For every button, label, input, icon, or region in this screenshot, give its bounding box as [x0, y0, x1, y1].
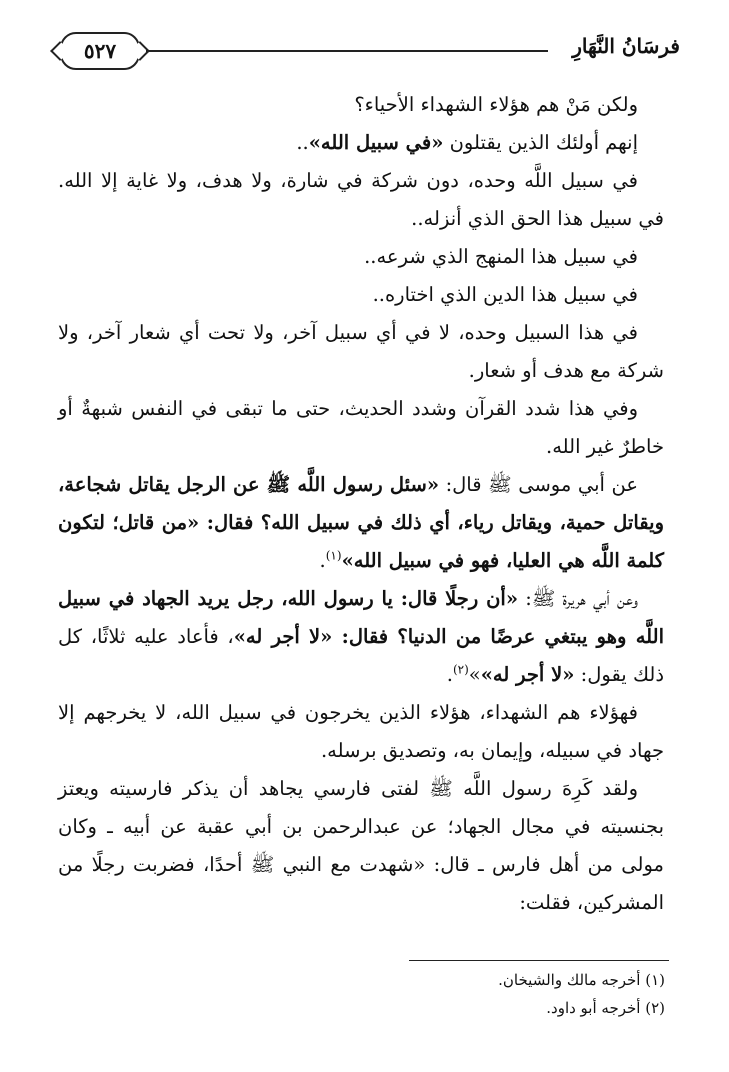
- footnotes: [65, 966, 665, 1022]
- paragraph-9: [58, 580, 664, 694]
- paragraph-6: في هذا السبيل وحده، لا في أي سبيل آخر، ولا تحت أي شعار آخر، ولا شركة مع هدف أو شعار.: [58, 321, 664, 382]
- paragraph-2-quote: «في سبيل الله»: [308, 131, 444, 154]
- paragraph-7: وفي هذا شدد القرآن وشدد الحديث، حتى ما تبقى في النفس شبهةٌ أو خاطرٌ غير الله.: [58, 397, 664, 458]
- paragraph-9-end: .: [446, 663, 453, 686]
- page-number: ٥٢٧: [60, 32, 140, 70]
- header-rule: [146, 50, 548, 52]
- paragraph-4: في سبيل هذا المنهج الذي شرعه..: [364, 245, 638, 268]
- footnote-2: (٢) أخرجه أبو داود.: [546, 999, 665, 1017]
- paragraph-11: ولقد كَرِهَ رسول اللَّه ﷺ لفتى فارسي يجاهد أن يذكر فارسيته ويعتز بجنسيته في مجال الجهاد؛ عن عبدالرحمن بن أبي عقبة عن أبيه ـ وكان مولى من أهل فارس ـ قال: «شهدت مع النبي ﷺ أحدًا، فضربت رجلًا من المشركين، فقلت:: [58, 777, 664, 914]
- paragraph-9-intro: وعن أبي هريرة ﷺ:: [518, 587, 639, 610]
- paragraph-9-quote: «لا أجر له»: [480, 663, 575, 686]
- footnote-1: (١) أخرجه مالك والشيخان.: [498, 971, 665, 989]
- running-title: فرسَانُ النَّهَارِ: [572, 34, 680, 58]
- paragraph-5: في سبيل هذا الدين الذي اختاره..: [372, 283, 638, 306]
- body-text: [58, 86, 664, 922]
- paragraph-9-middle: ، فأعاد عليه ثلاثًا، كل ذلك يقول:: [58, 625, 664, 686]
- paragraph-2: [58, 124, 664, 162]
- footnote-ref-1[interactable]: (١): [325, 548, 342, 563]
- paragraph-8-intro: عن أبي موسى ﷺ قال:: [439, 473, 638, 496]
- paragraph-2-text: إنهم أولئك الذين يقتلون: [443, 131, 638, 154]
- paragraph-10: فهؤلاء هم الشهداء، هؤلاء الذين يخرجون في سبيل الله، لا يخرجهم إلا جهاد في سبيله، وإيمان به، وتصديق برسله.: [58, 701, 664, 762]
- paragraph-1: ولكن مَنْ هم هؤلاء الشهداء الأحياء؟: [354, 93, 638, 116]
- paragraph-2-end: ..: [296, 131, 309, 154]
- page-header: [60, 28, 680, 72]
- paragraph-8: [58, 466, 664, 580]
- footnote-ref-2[interactable]: (٢): [452, 662, 469, 677]
- paragraph-9-hadith: «أن رجلًا قال: يا رسول الله، رجل يريد الجهاد في سبيل اللَّه وهو يبتغي عرضًا من الدنيا؟ فقال: «لا أجر له»: [58, 587, 664, 648]
- paragraph-9-close: »: [468, 663, 481, 686]
- paragraph-8-end: .: [319, 549, 326, 572]
- footnote-divider: [409, 960, 669, 961]
- paragraph-8-hadith: «سئل رسول اللَّه ﷺ عن الرجل يقاتل شجاعة، ويقاتل حمية، ويقاتل رياء، أي ذلك في سبيل الله؟ فقال: «من قاتل؛ لتكون كلمة اللَّه هي العليا، فهو في سبيل الله»: [58, 473, 664, 572]
- paragraph-3: في سبيل اللَّه وحده، دون شركة في شارة، ولا هدف، ولا غاية إلا الله. في سبيل هذا الحق الذي أنزله..: [58, 169, 664, 230]
